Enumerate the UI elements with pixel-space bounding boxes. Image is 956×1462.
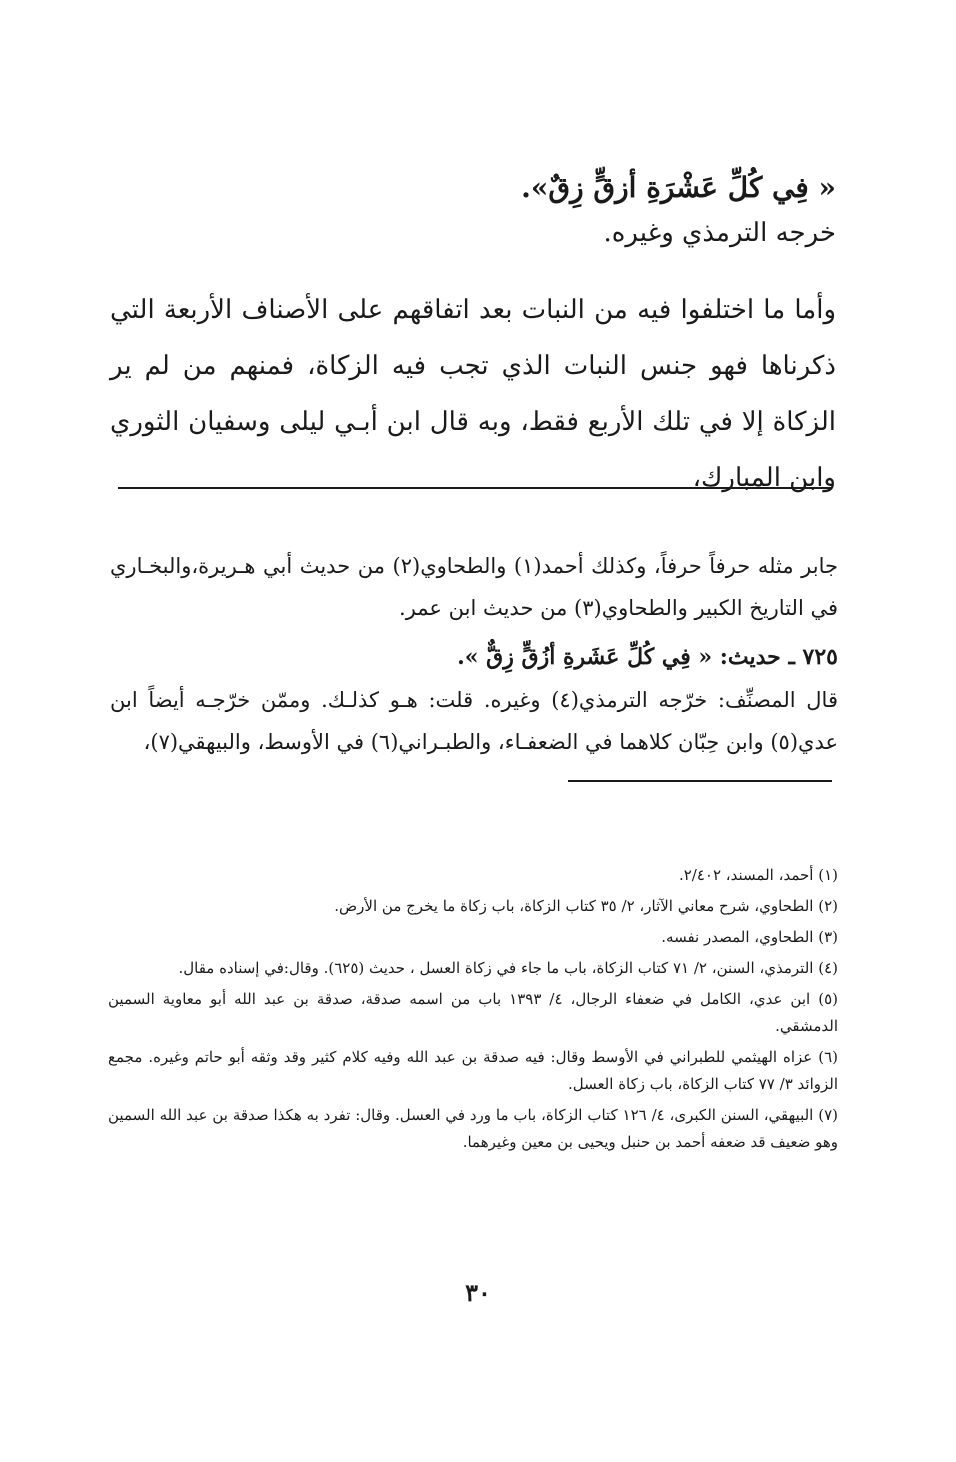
hadith-quote: « فِي كُلِّ عَشْرَةِ أزقٍّ زِقٌ». (521, 171, 836, 204)
footnote-text: أحمد، المسند، ٢/٤٠٢. (678, 866, 814, 884)
page-number: ٣٠ (465, 1278, 491, 1307)
commentary-paragraph-2: قال المصنِّف: خرّجه الترمذي(٤) وغيره. قلت: هـو كذلـك. وممّن خرّجـه أيضاً ابن عدي(٥) وابن حِبّان كلاهما في الضعفـاء، والطبـراني(٦) في الأوسط، والبيهقي(٧)، (110, 688, 838, 754)
footnote-number: (٥) (818, 990, 838, 1008)
takhrij-line: خرجه الترمذي وغيره. (603, 218, 836, 248)
footnote-number: (٢) (818, 897, 838, 915)
main-text-block (110, 168, 836, 506)
commentary-paragraph-1: جابر مثله حرفاً حرفاً، وكذلك أحمد(١) والطحاوي(٢) من حديث أبي هـريرة،والبخـاري في التاريخ الكبير والطحاوي(٣) من حديث ابن عمر. (110, 554, 838, 620)
footnote-text: الترمذي، السنن، ٢/ ٧١ كتاب الزكاة، باب ما جاء في زكاة العسل ، حديث (٦٢٥). وقال:في إسناده مقال. (178, 959, 814, 977)
hadith-heading: ٧٢٥ ـ حديث: « فِي كُلِّ عَشَرةِ أزُقٍّ زِقٌّ ». (457, 644, 838, 670)
footnote-number: (٦) (818, 1048, 838, 1066)
footnote-text: الطحاوي، شرح معاني الآثار، ٢/ ٣٥ كتاب الزكاة، باب زكاة ما يخرج من الأرض. (334, 897, 814, 915)
commentary-block (110, 545, 838, 763)
footnote-text: عزاه الهيثمي للطبراني في الأوسط وقال: فيه صدقة بن عبد الله وفيه كلام كثير وقد وثقه أبو حاتم وغيره. مجمع الزوائد ٣/ ٧٧ كتاب الزكاة، باب زكاة العسل. (108, 1048, 838, 1093)
footnote-7 (108, 1102, 838, 1156)
footnote-text: ابن عدي، الكامل في ضعفاء الرجال، ٤/ ١٣٩٣ باب من اسمه صدقة، صدقة بن عبد الله أبو معاوية السمين الدمشقي. (108, 990, 838, 1035)
footnote-2 (108, 893, 838, 920)
footnote-number: (١) (818, 866, 838, 884)
footnote-6 (108, 1044, 838, 1098)
footnote-number: (٧) (818, 1106, 838, 1124)
footnote-5 (108, 986, 838, 1040)
footnote-text: البيهقي، السنن الكبرى، ٤/ ١٢٦ كتاب الزكاة، باب ما ورد في العسل. وقال: تفرد به هكذا صدقة بن عبد الله السمين وهو ضعيف قد ضعفه أحمد بن حنبل ويحيى بن معين وغيرهما. (108, 1106, 838, 1151)
footnote-divider (568, 780, 832, 782)
footnote-text: الطحاوي، المصدر نفسه. (661, 928, 814, 946)
footnote-1 (108, 862, 838, 889)
footnote-3 (108, 924, 838, 951)
main-paragraph: وأما ما اختلفوا فيه من النبات بعد اتفاقهم على الأصناف الأربعة التي ذكرناها فهو جنس النبات الذي تجب فيه الزكاة، فمنهم من لم ير الزكاة إلا في تلك الأربع فقط، وبه قال ابن أبـي ليلى وسفيان الثوري وابن المبارك، (110, 295, 836, 493)
footnote-number: (٤) (818, 959, 838, 977)
footnotes-list (108, 862, 838, 1160)
footnote-number: (٣) (818, 928, 838, 946)
footnote-4 (108, 955, 838, 982)
main-divider (118, 487, 832, 489)
